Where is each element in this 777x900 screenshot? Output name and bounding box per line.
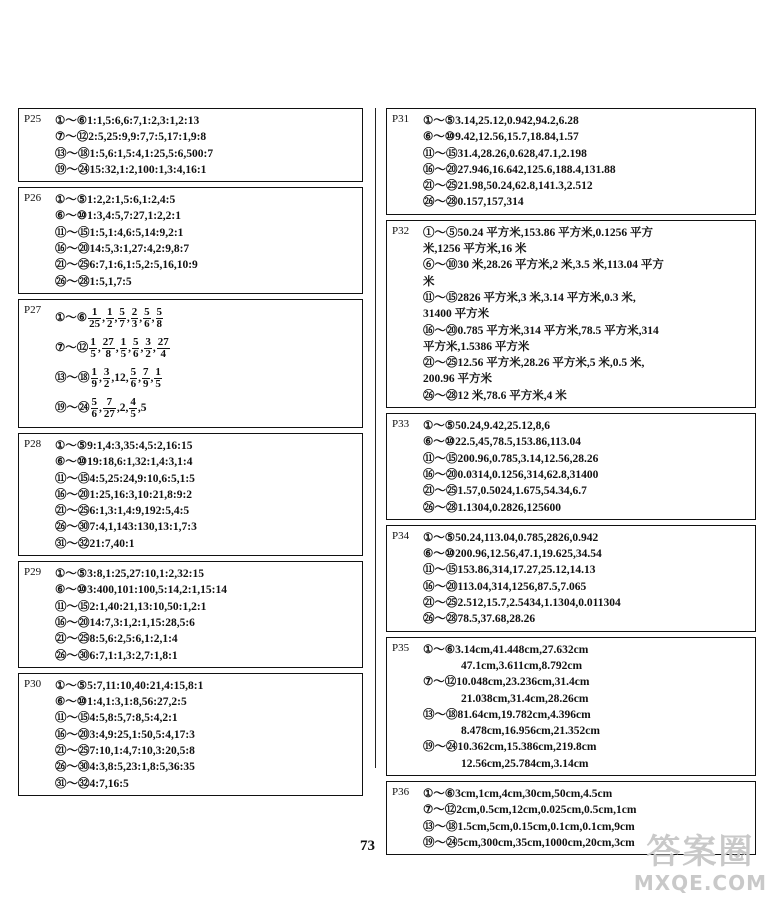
fraction-row: ①～⑥ $\frac{1}{25}$ , $\frac{1}{2}$ , $\frac{5}{7}$ , $\frac{2}{3}$ , $\frac{5}{6}$ , $\frac{5}{8}$ bbox=[55, 305, 162, 330]
answer-line: ①～⑤1:2,2:1,5:6,1:2,4:5 bbox=[55, 194, 176, 207]
answer-line: ⑯～⑳14:7,3:1,2:1,15:28,5:6 bbox=[55, 616, 195, 629]
answer-line: ㉑～㉕12.56 平方米,28.26 平方米,5 米,0.5 米, bbox=[423, 357, 645, 370]
answer-box-p32 bbox=[386, 220, 756, 408]
fraction: $\frac{3}{2}$ bbox=[103, 365, 110, 390]
answer-line: ⑦～⑫2cm,0.5cm,12cm,0.025cm,0.5cm,1cm bbox=[423, 804, 637, 817]
answer-line: ⑲～㉔10.362cm,15.386cm,219.8cm bbox=[423, 741, 597, 754]
page-label: P34 bbox=[392, 529, 410, 542]
answer-line: ㉑～㉕21.98,50.24,62.8,141.3,2.512 bbox=[423, 180, 593, 193]
fraction: $\frac{27}{4}$ bbox=[157, 335, 169, 360]
answer-line: ⑥～⑩9.42,12.56,15.7,18.84,1.57 bbox=[423, 131, 579, 144]
answer-line: ㉖～㉘12 米,78.6 平方米,4 米 bbox=[423, 389, 567, 402]
answer-line: 米,1256 平方米,16 米 bbox=[423, 243, 527, 256]
fraction: $\frac{5}{6}$ bbox=[144, 305, 150, 330]
answer-line: ㉑～㉕8:5,6:2,5:6,1:2,1:4 bbox=[55, 633, 178, 646]
answer-line: ⑪～⑮4:5,25:24,9:10,6:5,1:5 bbox=[55, 472, 195, 485]
answer-line: ⑯～⑳0.785 平方米,314 平方米,78.5 平方米,314 bbox=[423, 324, 659, 337]
answer-line: ⑪～⑮2826 平方米,3 米,3.14 平方米,0.3 米, bbox=[423, 291, 636, 304]
fraction-row: ⑬～⑱ $\frac{1}{9}$ , $\frac{3}{2}$ ,12, $\frac{5}{6}$ , $\frac{7}{9}$ , $\frac{1}{5}$ bbox=[55, 365, 161, 390]
answer-line: ㉑～㉕6:1,3:1,4:9,192:5,4:5 bbox=[55, 505, 190, 518]
answer-line: ㉑～㉕1.57,0.5024,1.675,54.34,6.7 bbox=[423, 485, 587, 498]
answer-line: ⑪～⑮153.86,314,17.27,25.12,14.13 bbox=[423, 564, 596, 577]
answer-line: ⑯～⑳0.0314,0.1256,314,62.8,31400 bbox=[423, 468, 599, 481]
watermark-logo bbox=[634, 832, 767, 894]
answer-line: ⑥～⑩3:400,101:100,5:14,2:1,15:14 bbox=[55, 584, 228, 597]
answer-box-p29 bbox=[18, 561, 363, 668]
answer-line: ①～⑥3.14cm,41.448cm,27.632cm bbox=[423, 643, 589, 656]
answer-line: ㉖～㉚7:4,1,143:130,13:1,7:3 bbox=[55, 521, 197, 534]
answer-line: ⑬～⑱1.5cm,5cm,0.15cm,0.1cm,0.1cm,9cm bbox=[423, 820, 635, 833]
answer-box-p25 bbox=[18, 108, 363, 182]
page-label: P36 bbox=[392, 785, 410, 798]
answer-box-p30 bbox=[18, 673, 363, 796]
fraction: $\frac{4}{5}$ bbox=[130, 395, 136, 420]
fraction: $\frac{5}{6}$ bbox=[91, 395, 97, 420]
fraction: $\frac{1}{5}$ bbox=[90, 335, 96, 360]
answer-line: ㉖～㉘78.5,37.68,28.26 bbox=[423, 613, 536, 626]
answer-box-p28 bbox=[18, 433, 363, 556]
answer-box-p35 bbox=[386, 637, 756, 776]
answer-line: ①～⑤50.24 平方米,153.86 平方米,0.1256 平方 bbox=[423, 226, 653, 239]
answer-line: ⑯～⑳113.04,314,1256,87.5,7.065 bbox=[423, 580, 587, 593]
answer-line: ⑦～⑫10.048cm,23.236cm,31.4cm bbox=[423, 676, 590, 689]
page-label: P35 bbox=[392, 641, 410, 654]
answer-line: ⑪～⑮200.96,0.785,3.14,12.56,28.26 bbox=[423, 452, 599, 465]
fraction: $\frac{5}{6}$ bbox=[130, 365, 137, 390]
answer-line: ①～⑤50.24,9.42,25.12,8,6 bbox=[423, 420, 550, 433]
answer-line: ⑲～㉔5cm,300cm,35cm,1000cm,20cm,3cm bbox=[423, 836, 635, 849]
answer-line: 47.1cm,3.611cm,8.792cm bbox=[461, 659, 583, 672]
answer-line: ㉑～㉕7:10,1:4,7:10,3:20,5:8 bbox=[55, 745, 195, 758]
answer-line: ⑦～⑫2:5,25:9,9:7,7:5,17:1,9:8 bbox=[55, 131, 207, 144]
answer-line: ①～⑤3.14,25.12,0.942,94.2,6.28 bbox=[423, 115, 579, 127]
answer-line: ⑬～⑱81.64cm,19.782cm,4.396cm bbox=[423, 708, 591, 721]
answer-line: ⑯～⑳1:25,16:3,10:21,8:9:2 bbox=[55, 488, 193, 501]
answer-line: ⑥～⑩1:3,4:5,7:27,1:2,2:1 bbox=[55, 210, 182, 223]
fraction: $\frac{3}{2}$ bbox=[145, 335, 151, 360]
answer-line: 平方米,1.5386 平方米 bbox=[423, 340, 530, 353]
answer-line: ⑯～⑳3:4,9:25,1:50,5:4,17:3 bbox=[55, 728, 195, 741]
fraction: $\frac{7}{27}$ bbox=[103, 395, 115, 420]
page-label: P27 bbox=[24, 303, 42, 316]
fraction: $\frac{27}{8}$ bbox=[102, 335, 114, 360]
answer-line: ㉛～㉜21:7,40:1 bbox=[55, 537, 135, 550]
page-label: P33 bbox=[392, 418, 410, 431]
fraction: $\frac{7}{9}$ bbox=[143, 365, 149, 390]
answer-line: ①～⑤5:7,11:10,40:21,4:15,8:1 bbox=[55, 679, 204, 692]
fraction: $\frac{1}{5}$ bbox=[120, 335, 127, 360]
answer-line: ㉑～㉕6:7,1:6,1:5,2:5,16,10:9 bbox=[55, 259, 198, 272]
answer-line: ⑥～⑩200.96,12.56,47.1,19.625,34.54 bbox=[423, 548, 602, 561]
answer-line: ⑥～⑩22.5,45,78.5,153.86,113.04 bbox=[423, 436, 581, 449]
fraction-row: ⑦～⑫ $\frac{1}{5}$ , $\frac{27}{8}$ , $\frac{1}{5}$ , $\frac{5}{6}$ , $\frac{3}{2}$ , $\frac{27}{4}$ bbox=[55, 335, 169, 360]
left-column bbox=[18, 108, 363, 801]
answer-line: ⑯～⑳14:5,3:1,27:4,2:9,8:7 bbox=[55, 243, 190, 256]
answer-line: ⑯～⑳27.946,16.642,125.6,188.4,131.88 bbox=[423, 163, 616, 176]
fraction: $\frac{5}{8}$ bbox=[156, 305, 162, 330]
answer-box-p34 bbox=[386, 525, 756, 632]
answer-line: 米 bbox=[423, 275, 435, 288]
answer-line: ⑪～⑮4:5,8:5,7:8,5:4,2:1 bbox=[55, 712, 178, 725]
watermark-url: MXQE.COM bbox=[633, 871, 767, 895]
answer-line: ㉛～㉜4:7,16:5 bbox=[55, 777, 129, 790]
right-column bbox=[386, 108, 756, 860]
answer-line: ㉖～㉘1.1304,0.2826,125600 bbox=[423, 501, 561, 514]
answer-line: ⑥～⑩30 米,28.26 平方米,2 米,3.5 米,113.04 平方 bbox=[423, 259, 664, 272]
answer-line: 21.038cm,31.4cm,28.26cm bbox=[461, 692, 589, 705]
answer-line: ⑥～⑩1:4,1:3,1:8,56:27,2:5 bbox=[55, 696, 187, 709]
answer-box-p31 bbox=[386, 108, 756, 215]
answer-line: ①～⑤50.24,113.04,0.785,2826,0.942 bbox=[423, 531, 599, 544]
fraction-row: ⑲～㉔ $\frac{5}{6}$ , $\frac{7}{27}$ ,2, $\frac{4}{5}$ ,5 bbox=[55, 395, 147, 420]
watermark-title: 答案圈 bbox=[646, 832, 755, 872]
answer-line: ㉖～㉘0.157,157,314 bbox=[423, 196, 524, 209]
answer-line: ①～⑥3cm,1cm,4cm,30cm,50cm,4.5cm bbox=[423, 787, 613, 800]
answer-line: 12.56cm,25.784cm,3.14cm bbox=[461, 757, 589, 770]
page-label: P26 bbox=[24, 192, 42, 205]
answer-box-p26 bbox=[18, 187, 363, 294]
fraction: $\frac{1}{2}$ bbox=[107, 305, 113, 330]
answer-box-p27 bbox=[18, 299, 363, 428]
answer-line: ⑬～⑱1:5,6:1,5:4,1:25,5:6,500:7 bbox=[55, 147, 214, 160]
answer-line: ①～⑥1:1,5:6,6:7,1:2,3:1,2:13 bbox=[55, 115, 200, 127]
answer-line: ①～⑤9:1,4:3,35:4,5:2,16:15 bbox=[55, 439, 193, 452]
answer-box-p33 bbox=[386, 413, 756, 520]
page-number: 73 bbox=[360, 838, 375, 854]
fraction: $\frac{1}{25}$ bbox=[89, 305, 101, 330]
answer-line: 200.96 平方米 bbox=[423, 373, 492, 386]
answer-line: 8.478cm,16.956cm,21.352cm bbox=[461, 725, 600, 738]
answer-line: ⑥～⑩19:18,6:1,32:1,4:3,1:4 bbox=[55, 456, 193, 469]
fraction: $\frac{5}{6}$ bbox=[132, 335, 139, 360]
answer-line: ⑲～㉔15:32,1:2,100:1,3:4,16:1 bbox=[55, 163, 207, 176]
fraction: $\frac{5}{7}$ bbox=[119, 305, 125, 330]
answer-line: ㉑～㉕2.512,15.7,2.5434,1.1304,0.011304 bbox=[423, 597, 621, 610]
answer-line: ㉖～㉘1:5,1,7:5 bbox=[55, 275, 132, 288]
page-label: P25 bbox=[24, 113, 42, 125]
answer-line: ⑪～⑮2:1,40:21,13:10,50:1,2:1 bbox=[55, 600, 207, 613]
page-label: P29 bbox=[24, 566, 42, 579]
column-divider bbox=[375, 108, 376, 768]
answer-line: 31400 平方米 bbox=[423, 308, 490, 321]
page-label: P28 bbox=[24, 437, 42, 450]
answer-line: ⑪～⑮31.4,28.26,0.628,47.1,2.198 bbox=[423, 147, 587, 160]
fraction: $\frac{1}{9}$ bbox=[91, 365, 97, 390]
answer-line: ⑪～⑮1:5,1:4,6:5,14:9,2:1 bbox=[55, 226, 184, 239]
answer-line: ①～⑤3:8,1:25,27:10,1:2,32:15 bbox=[55, 568, 205, 581]
page-label: P30 bbox=[24, 677, 42, 690]
page-label: P32 bbox=[392, 224, 410, 237]
fraction: $\frac{1}{5}$ bbox=[155, 365, 161, 390]
answer-line: ㉖～㉚4:3,8:5,23:1,8:5,36:35 bbox=[55, 761, 195, 774]
answer-line: ㉖～㉚6:7,1:1,3:2,7:1,8:1 bbox=[55, 649, 178, 662]
page-label: P31 bbox=[392, 113, 410, 125]
fraction: $\frac{2}{3}$ bbox=[131, 305, 138, 330]
